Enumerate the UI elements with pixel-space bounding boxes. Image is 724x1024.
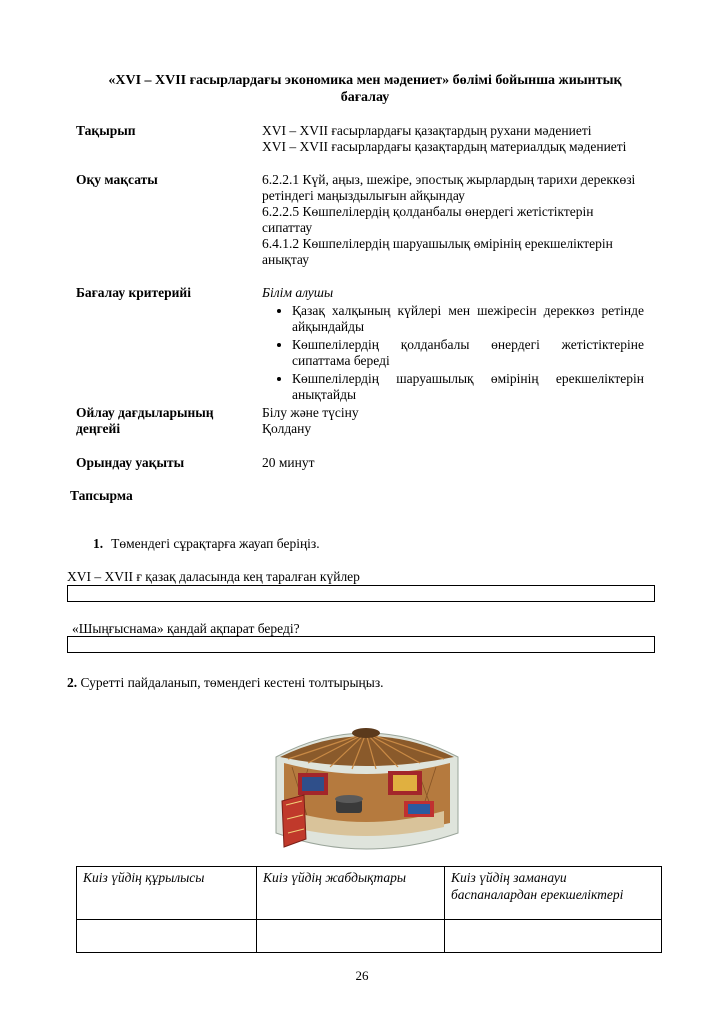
question-1 [93, 536, 320, 552]
answer-box-1b[interactable] [67, 636, 655, 653]
time-label: Орындау уақыты [76, 455, 185, 470]
page-number: 26 [355, 968, 369, 983]
table-header-row [77, 867, 662, 920]
answer-cell-differences[interactable] [445, 920, 662, 953]
objective-value: 6.4.1.2 Көшпелілердің шаруашылық өмірінің ерекшеліктерін анықтау [262, 236, 613, 267]
fill-in-table [76, 866, 662, 953]
topic-label: Тақырып [76, 123, 136, 138]
answer-box-1a[interactable] [67, 585, 655, 602]
objective-label: Оқу мақсаты [76, 172, 158, 187]
topic-value: XVI – XVII ғасырлардағы қазақтардың рухани мәдениеті [262, 123, 592, 138]
question-2-text: Суретті пайдаланып, төмендегі кестені толтырыңыз. [80, 675, 384, 690]
question-2 [67, 675, 384, 691]
thinking-value: Білу және түсіну [262, 405, 359, 420]
topic-value: XVI – XVII ғасырлардағы қазақтардың материалдық мәдениеті [262, 139, 627, 154]
answer-cell-equipment[interactable] [257, 920, 445, 953]
question-1b-text: «Шыңғыснама» қандай ақпарат береді? [72, 621, 300, 636]
table-header-differences: Киіз үйдің заманауи баспаналардан ерекшеліктері [445, 867, 662, 920]
thinking-value: Қолдану [262, 421, 312, 436]
task-heading: Тапсырма [70, 488, 133, 503]
criteria-values [262, 285, 644, 405]
criteria-item: • Қазақ халқының күйлері мен шежіресін дереккөз ретінде айқындайды [292, 303, 644, 335]
answer-cell-structure[interactable] [77, 920, 257, 953]
thinking-label [76, 405, 214, 437]
table-header-structure: Киіз үйдің құрылысы [77, 867, 257, 920]
title-line-2: бағалау [340, 90, 390, 105]
yurt-illustration [268, 715, 464, 865]
document-title [70, 72, 660, 106]
question-1-text: Төмендегі сұрақтарға жауап беріңіз. [111, 536, 320, 551]
criteria-item: • Көшпелілердің қолданбалы өнердегі жетістіктеріне сипаттама береді [292, 337, 644, 369]
objective-value: 6.2.2.1 Күй, аңыз, шежіре, эпостық жырлардың тарихи дереккөзі ретіндегі маңыздылығын айқындау [262, 172, 636, 203]
criteria-list [262, 303, 644, 403]
objective-values [262, 172, 644, 268]
thinking-label-line: Ойлау дағдыларының [76, 405, 214, 420]
thinking-label-line: деңгейі [76, 421, 121, 436]
criteria-label: Бағалау критерийі [76, 285, 191, 300]
criteria-item: • Көшпелілердің шаруашылық өмірінің ерекшеліктерін анықтайды [292, 371, 644, 403]
topic-values [262, 123, 644, 155]
time-value: 20 минут [262, 455, 315, 470]
table-row [77, 920, 662, 953]
objective-value: 6.2.2.5 Көшпелілердің қолданбалы өнердегі жетістіктерін сипаттау [262, 204, 594, 235]
question-2-number: 2. [67, 675, 78, 690]
thinking-values [262, 405, 644, 437]
table-header-equipment: Киіз үйдің жабдықтары [257, 867, 445, 920]
title-line-1: «XVI – XVII ғасырлардағы экономика мен мәдениет» бөлімі бойынша жиынтық [108, 73, 622, 88]
question-1a-text: XVI – XVII ғ қазақ даласында кең таралған күйлер [67, 569, 360, 584]
criteria-intro: Білім алушы [262, 285, 334, 300]
question-1-number: 1. [93, 536, 104, 551]
